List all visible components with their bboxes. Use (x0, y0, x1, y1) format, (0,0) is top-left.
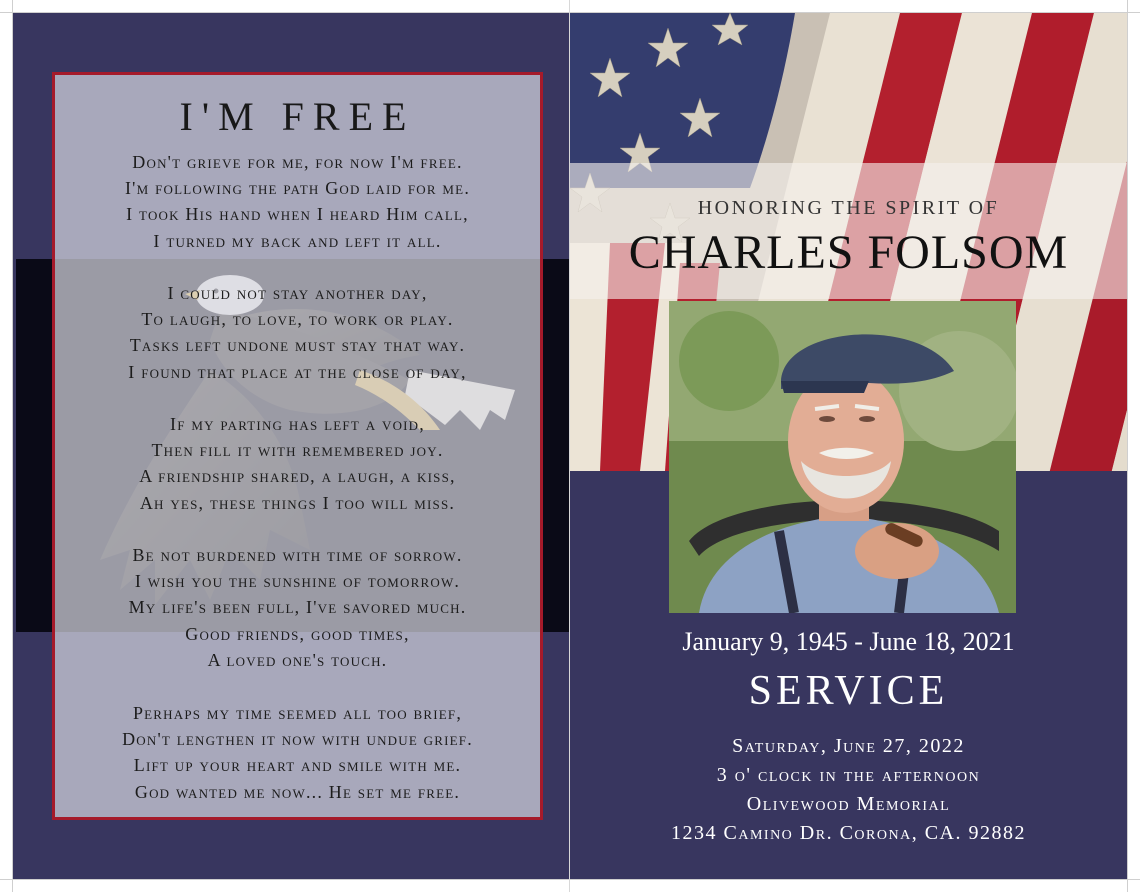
poem-stanza-3 (55, 411, 540, 516)
poem-line: Perhaps my time seemed all too brief, (132, 703, 463, 723)
poem-stanza-2 (55, 280, 540, 385)
poem-line: Don't grieve for me, for now I'm free. (132, 152, 463, 172)
crop-mark-bottom (0, 879, 1140, 880)
poem-line: To laugh, to love, to work or play. (141, 309, 454, 330)
poem-line: If my parting has left a void, (170, 414, 425, 434)
poem-stanza-5 (55, 700, 540, 805)
poem-line: Tasks left undone must stay that way. (129, 335, 466, 356)
poem-line: I'm following the path God laid for me. (124, 178, 471, 199)
poem-stanza-4 (55, 542, 540, 673)
poem-stanza-1 (55, 149, 540, 254)
poem-line: Good friends, good times, (185, 623, 410, 644)
poem-line: I turned my back and left it all. (153, 230, 442, 251)
poem-line: I found that place at the close of day, (128, 361, 467, 382)
poem-line: Lift up your heart and smile with me. (133, 755, 462, 776)
poem-line: Be not burdened with time of sorrow. (132, 545, 463, 565)
poem-line: A friendship shared, a laugh, a kiss, (139, 466, 456, 487)
poem-line: I took His hand when I heard Him call, (126, 204, 469, 225)
poem-panel (52, 72, 543, 820)
poem-line: My life's been full, I've savored much. (128, 597, 467, 618)
poem-line: Ah yes, these things I too will miss. (139, 492, 456, 513)
poem-line: Then fill it with remembered joy. (151, 440, 444, 461)
portrait-photo (669, 301, 1016, 613)
poem-line: I could not stay another day, (167, 283, 428, 303)
poem-line: Don't lengthen it now with undue grief. (122, 729, 473, 750)
decedent-name: CHARLES FOLSOM (628, 226, 1069, 279)
poem-line: I wish you the sunshine of tomorrow. (134, 571, 461, 592)
poem-line: God wanted me now... He set me free. (134, 781, 461, 802)
crop-mark-right (1127, 0, 1128, 892)
honoring-subtitle: HONORING THE SPIRIT OF (697, 197, 1000, 219)
service-location: Olivewood Memorial (746, 793, 951, 815)
service-heading: SERVICE (748, 668, 949, 714)
service-address: 1234 Camino Dr. Corona, CA. 92882 (671, 822, 1026, 844)
service-time: 3 o' clock in the afternoon (716, 764, 981, 786)
poem-line: A loved one's touch. (207, 649, 388, 670)
life-dates: January 9, 1945 - June 18, 2021 (682, 627, 1015, 656)
poem-title: I'M FREE (179, 94, 416, 139)
service-date: Saturday, June 27, 2022 (732, 735, 965, 757)
